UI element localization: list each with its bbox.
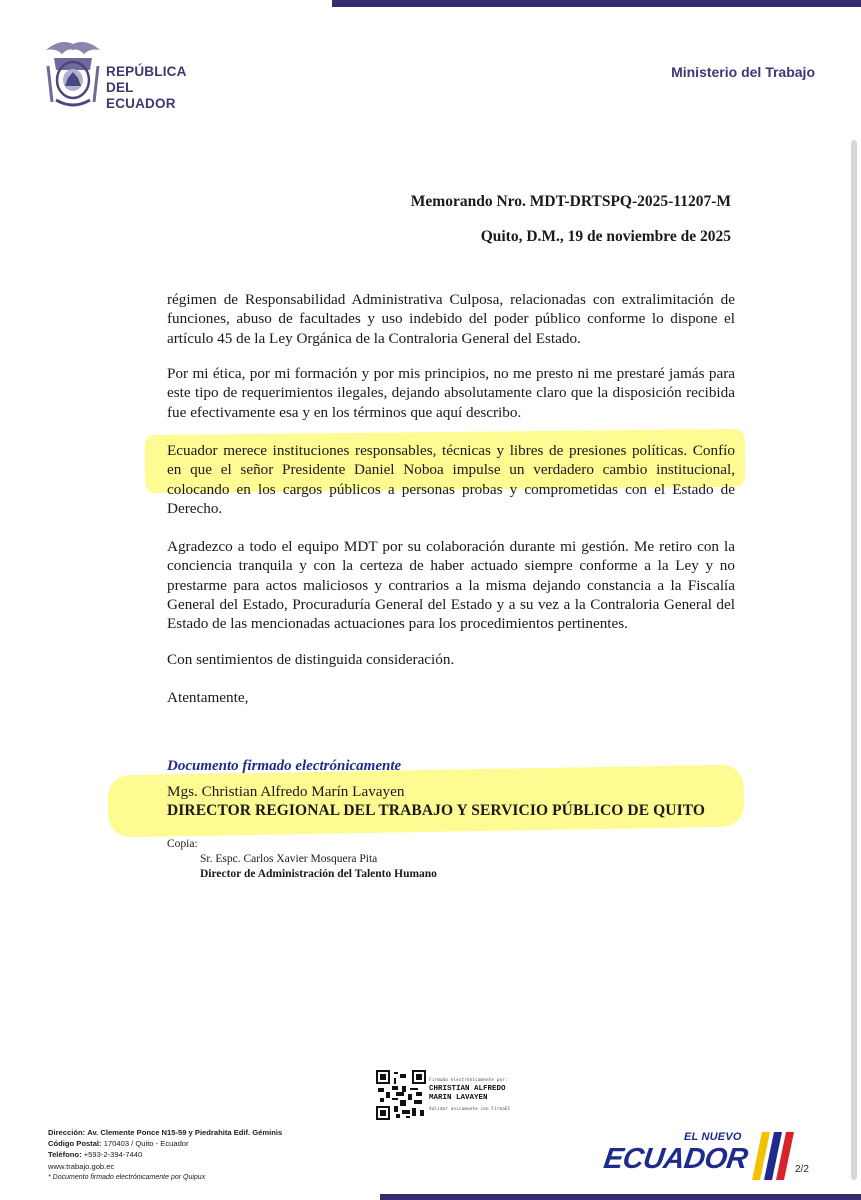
flag-stripes-icon (752, 1130, 796, 1182)
scrollbar[interactable] (851, 140, 857, 1180)
brand-small-text: EL NUEVO (684, 1131, 742, 1143)
republica-ecuador-logo (40, 36, 190, 112)
copy-recipient-name: Sr. Espc. Carlos Xavier Mosquera Pita (200, 853, 378, 865)
stamp-validation: Validar únicamente con FirmaEC (429, 1107, 511, 1112)
el-nuevo-ecuador-brand (600, 1130, 800, 1184)
signer-name: Mgs. Christian Alfredo Marín Lavayen (167, 783, 405, 800)
memo-number: Memorando Nro. MDT-DRTSPQ-2025-11207-M (410, 193, 731, 210)
copy-recipient-title: Director de Administración del Talento Humano (200, 868, 437, 880)
stamp-signer-line1: CHRISTIAN ALFREDO (429, 1085, 506, 1093)
paragraph-2: Por mi ética, por mi formación y por mis principios, no me presto ni me prestaré jamás para este tipo de requerimientos ilegales, dejando absolutamente claro que la disposición recibida fue efectivamente esa y en los términos que aquí describo. (167, 365, 735, 421)
footer-phone: Teléfono: +593-2-394-7440 (48, 1150, 143, 1160)
signer-title: DIRECTOR REGIONAL DEL TRABAJO Y SERVICIO PÚBLICO DE QUITO (167, 802, 706, 819)
paragraph-3: Ecuador merece instituciones responsables, técnicas y libres de presiones políticas. Confío en que el señor Presidente Daniel Noboa impulse un verdadero cambio institucional, colocando en los cargos públicos a personas probas y comprometidas con el Estado de Derecho. (167, 442, 735, 517)
memo-date: Quito, D.M., 19 de noviembre de 2025 (480, 228, 731, 245)
stamp-signer-line2: MARIN LAVAYEN (429, 1094, 488, 1102)
footer-address: Dirección: Av. Clemente Ponce N15-59 y Piedrahita Edif. Géminis (48, 1128, 283, 1137)
logo-text-line1: REPÚBLICA (106, 64, 187, 79)
logo-text-line2: DEL ECUADOR (106, 80, 176, 111)
footer-website[interactable]: www.trabajo.gob.ec (48, 1161, 115, 1171)
qr-code-icon (376, 1070, 426, 1120)
ministry-name: Ministerio del Trabajo (671, 64, 815, 80)
electronic-signature-stamp (376, 1070, 546, 1130)
paragraph-4: Agradezco a todo el equipo MDT por su colaboración durante mi gestión. Me retiro con la conciencia tranquila y con la certeza de haber actuado siempre conforme a la Ley y no prestarme para actos maliciosos y contrarios a la misma dejando constancia a la Fiscalía General del Estado, Procuraduría General del Estado y a su vez a la Contraloria General del Estado de las mencionadas actuaciones para los procedimientos pertinentes. (167, 538, 735, 633)
logo-text (106, 64, 190, 112)
coat-of-arms-icon (40, 36, 106, 112)
footer-postal: Código Postal: 170403 / Quito - Ecuador (48, 1139, 189, 1149)
top-accent-bar (332, 0, 861, 7)
footer-note: * Documento firmado electrónicamente por Quipux (48, 1173, 206, 1181)
paragraph-1: régimen de Responsabilidad Administrativa Culposa, relacionadas con extralimitación de funciones, abuso de facultades y uso indebido del poder público conforme lo dispone el artículo 45 de la Ley Orgánica de la Contraloria General del Estado. (167, 291, 735, 347)
brand-big-text: ECUADOR (601, 1143, 750, 1175)
copy-label: Copia: (167, 838, 198, 850)
electronic-signature-label: Documento firmado electrónicamente (167, 758, 402, 774)
closing-line: Con sentimientos de distinguida consideración. (167, 651, 455, 668)
page-number: 2/2 (795, 1164, 809, 1175)
salutation: Atentamente, (167, 689, 249, 706)
stamp-caption: Firmado electrónicamente por: (429, 1078, 508, 1083)
bottom-accent-bar (380, 1194, 861, 1200)
highlight-signature (108, 764, 745, 837)
footer-contact (48, 1127, 282, 1183)
